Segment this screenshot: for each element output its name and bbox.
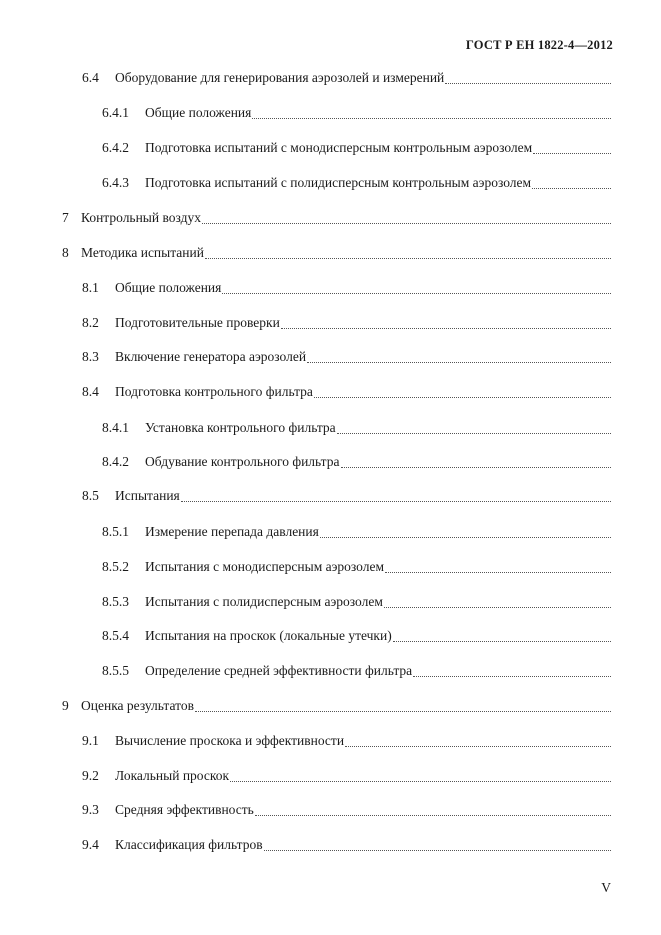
toc-entry-number: 8.2 xyxy=(82,315,99,330)
toc-entry-title: Измерение перепада давления xyxy=(145,524,319,539)
toc-entry-title: Подготовительные проверки xyxy=(115,315,280,330)
toc-leader-dots xyxy=(320,537,611,538)
toc-entry-number: 8.4 xyxy=(82,384,99,399)
document-header: ГОСТ Р ЕН 1822-4—2012 xyxy=(465,38,613,52)
toc-entry-number: 9 xyxy=(62,698,69,713)
toc-entry-number: 8 xyxy=(62,245,69,260)
toc-leader-dots xyxy=(533,153,611,154)
toc-entry-number: 6.4.1 xyxy=(102,105,129,120)
toc-entry-number: 6.4.3 xyxy=(102,175,129,190)
toc-entry xyxy=(102,559,611,577)
toc-leader-dots xyxy=(341,467,612,468)
toc-leader-dots xyxy=(314,397,611,398)
toc-leader-dots xyxy=(264,850,611,851)
toc-entry xyxy=(82,768,611,786)
toc-leader-dots xyxy=(281,328,611,329)
toc-entry-number: 9.1 xyxy=(82,733,99,748)
toc-leader-dots xyxy=(222,293,611,294)
toc-entry-number: 8.4.2 xyxy=(102,454,129,469)
toc-entry xyxy=(102,175,611,193)
toc-entry xyxy=(102,105,611,123)
toc-entry xyxy=(102,594,611,612)
toc-entry-title: Обдувание контрольного фильтра xyxy=(145,454,340,469)
toc-entry-title: Оборудование для генерирования аэрозолей и измерений xyxy=(115,70,445,85)
toc-leader-dots xyxy=(181,501,611,502)
toc-entry xyxy=(102,524,611,542)
toc-entry xyxy=(82,315,611,333)
toc-leader-dots xyxy=(252,118,611,119)
toc-entry-title: Включение генератора аэрозолей xyxy=(115,349,307,364)
toc-entry xyxy=(82,733,611,751)
toc-entry-title: Подготовка испытаний с полидисперсным контрольным аэрозолем xyxy=(145,175,532,190)
toc-leader-dots xyxy=(307,362,611,363)
toc-entry-title: Испытания с полидисперсным аэрозолем xyxy=(145,594,383,609)
toc-entry-number: 6.4.2 xyxy=(102,140,129,155)
toc-entry-title: Испытания с монодисперсным аэрозолем xyxy=(145,559,385,574)
toc-entry xyxy=(82,488,611,506)
toc-entry xyxy=(82,280,611,298)
toc-leader-dots xyxy=(205,258,611,259)
toc-leader-dots xyxy=(393,641,611,642)
toc-entry-title: Методика испытаний xyxy=(81,245,204,260)
toc-entry xyxy=(82,384,611,402)
toc-leader-dots xyxy=(532,188,611,189)
toc-leader-dots xyxy=(195,711,611,712)
toc-entry xyxy=(102,628,611,646)
toc-leader-dots xyxy=(230,781,611,782)
toc-entry xyxy=(82,837,611,855)
toc-entry-title: Подготовка испытаний с монодисперсным контрольным аэрозолем xyxy=(145,140,533,155)
toc-entry-title: Оценка результатов xyxy=(81,698,194,713)
toc-entry-title: Вычисление проскока и эффективности xyxy=(115,733,345,748)
toc-entry-number: 9.2 xyxy=(82,768,99,783)
toc-leader-dots xyxy=(255,815,611,816)
toc-entry-number: 7 xyxy=(62,210,69,225)
toc-leader-dots xyxy=(345,746,611,747)
toc-entry-title: Классификация фильтров xyxy=(115,837,263,852)
toc-entry-number: 8.5.2 xyxy=(102,559,129,574)
toc-entry xyxy=(62,210,611,228)
toc-entry xyxy=(62,698,611,716)
toc-entry-title: Общие положения xyxy=(115,280,222,295)
toc-entry-number: 9.3 xyxy=(82,802,99,817)
toc-entry-title: Подготовка контрольного фильтра xyxy=(115,384,313,399)
toc-entry-title: Общие положения xyxy=(145,105,252,120)
toc-leader-dots xyxy=(202,223,611,224)
toc-leader-dots xyxy=(413,676,611,677)
toc-entry-number: 6.4 xyxy=(82,70,99,85)
toc-entry-number: 8.5 xyxy=(82,488,99,503)
toc-entry-number: 8.5.3 xyxy=(102,594,129,609)
toc-entry-number: 8.5.5 xyxy=(102,663,129,678)
toc-entry-title: Испытания на проскок (локальные утечки) xyxy=(145,628,392,643)
toc-entry xyxy=(102,420,611,438)
toc-entry-number: 8.3 xyxy=(82,349,99,364)
page-number: V xyxy=(601,880,611,895)
toc-entry xyxy=(102,663,611,681)
toc-entry xyxy=(62,245,611,263)
toc-entry xyxy=(82,70,611,88)
toc-entry xyxy=(82,802,611,820)
toc-entry-number: 8.5.4 xyxy=(102,628,129,643)
toc-entry xyxy=(102,140,611,158)
toc-leader-dots xyxy=(445,83,611,84)
toc-entry-number: 8.4.1 xyxy=(102,420,129,435)
toc-entry-title: Установка контрольного фильтра xyxy=(145,420,336,435)
toc-entry-number: 8.5.1 xyxy=(102,524,129,539)
toc-leader-dots xyxy=(337,433,611,434)
toc-entry-title: Контрольный воздух xyxy=(81,210,201,225)
toc-leader-dots xyxy=(385,572,611,573)
toc-entry-title: Испытания xyxy=(115,488,180,503)
toc-entry-title: Локальный проскок xyxy=(115,768,230,783)
toc-leader-dots xyxy=(384,607,611,608)
toc-entry xyxy=(102,454,611,472)
toc-entry-title: Определение средней эффективности фильтра xyxy=(145,663,413,678)
toc-entry xyxy=(82,349,611,367)
toc-entry-title: Средняя эффективность xyxy=(115,802,254,817)
toc-entry-number: 8.1 xyxy=(82,280,99,295)
toc-entry-number: 9.4 xyxy=(82,837,99,852)
